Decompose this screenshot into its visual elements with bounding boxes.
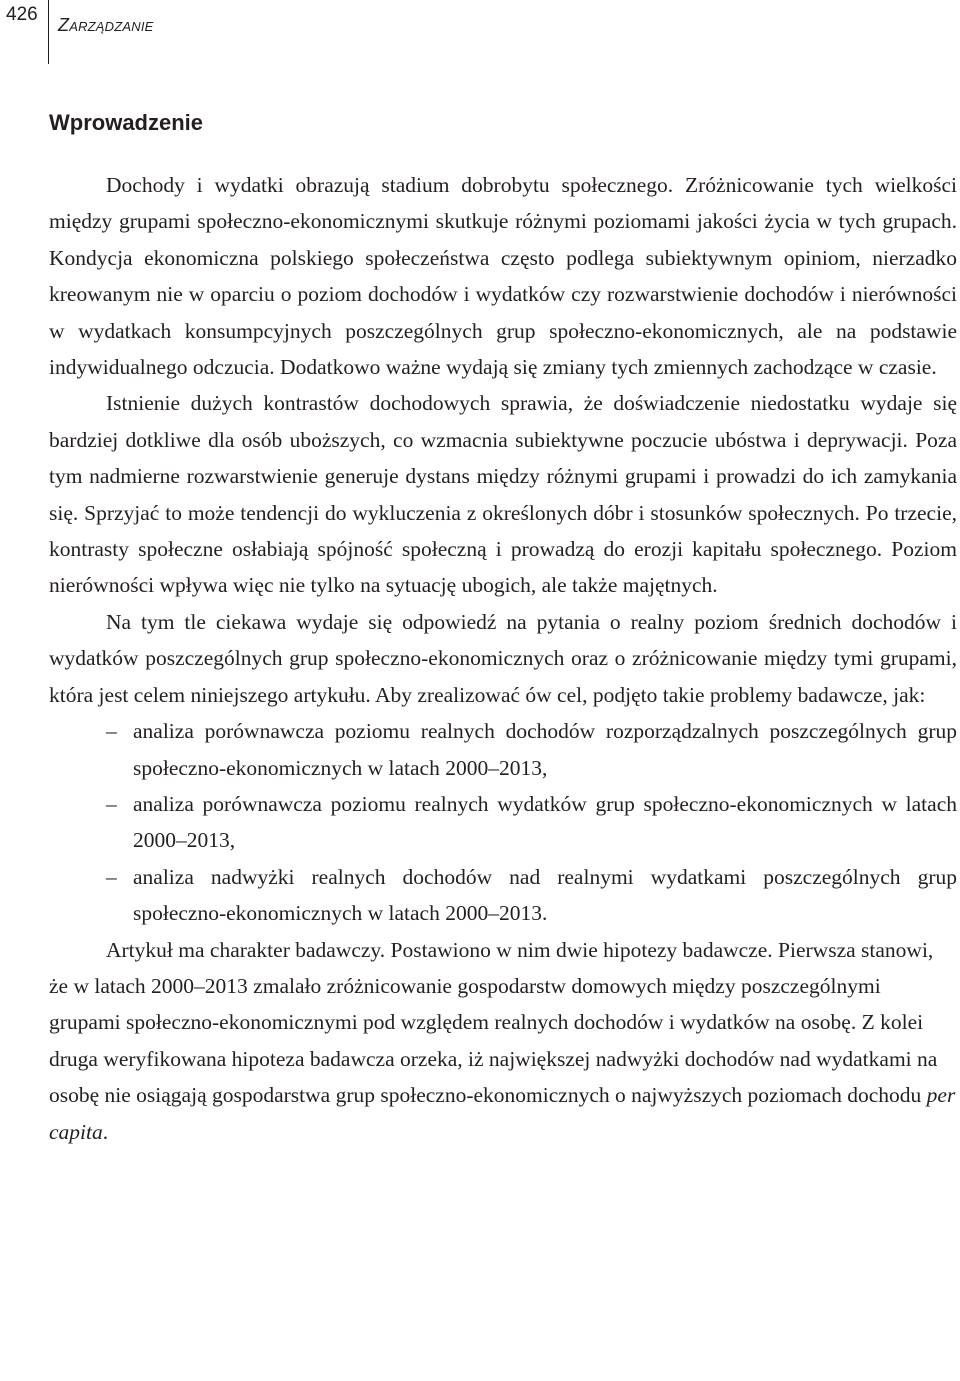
running-head-rest: ARZĄDZANIE [69,19,154,34]
list-item-text: analiza nadwyżki realnych dochodów nad realnymi wydatkami poszczególnych grup społeczno-ekonomicznych w latach 2000–2013. [133,864,957,926]
section-title: Wprowadzenie [49,110,204,135]
list-item [106,713,957,786]
header-divider [48,0,49,64]
list-dash: – [106,791,117,816]
paragraph-3: Na tym tle ciekawa wydaje się odpowiedź na pytania o realny poziom średnich dochodów i wydatków poszczególnych grup społeczno-ekonomicznych oraz o zróżnicowanie między tymi grupami, która jest celem niniejszego artykułu. Aby zrealizować ów cel, podjęto takie problemy badawcze, jak: [49,609,957,707]
paragraph-4-text: Artykuł ma charakter badawczy. Postawiono w nim dwie hipotezy badawcze. Pierwsza stanowi, że w latach 2000–2013 zmalało zróżnicowanie gospodarstw domowych między poszczególnymi grupami społeczno-ekonomicznymi pod względem realnych dochodów i wydatków na osobę. Z kolei druga weryfikowana hipoteza badawcza orzeka, iż największej nadwyżki dochodów nad wydatkami na osobę nie osiągają gospodarstwa grup społeczno-ekonomicznych o najwyższych poziomach dochodu [49,937,938,1108]
running-head-initial: Z [58,15,70,35]
paragraph-2: Istnienie dużych kontrastów dochodowych sprawia, że doświadczenie niedostatku wydaje się bardziej dotkliwe dla osób uboższych, co wzmacnia subiektywne poczucie ubóstwa i deprywacji. Poza tym nadmierne rozwarstwienie generuje dystans między różnymi grupami i prowadzi do ich zamykania się. Sprzyjać to może tendencji do wykluczenia z określonych dóbr i stosunków społecznych. Po trzecie, kontrasty społeczne osłabiają spójność społeczną i prowadzą do erozji kapitału społecznego. Poziom nierówności wpływa więc nie tylko na sytuację ubogich, ale także majętnych. [49,391,957,598]
research-problems-list [49,713,957,931]
list-item-text: analiza porównawcza poziomu realnych dochodów rozporządzalnych poszczególnych grup społeczno-ekonomicznych w latach 2000–2013, [133,719,957,780]
list-item [106,786,957,859]
per-capita-term: per capita [49,1083,956,1144]
paragraph-1: Dochody i wydatki obrazują stadium dobrobytu społecznego. Zróżnicowanie tych wielkości między grupami społeczno-ekonomicznymi skutkuje różnymi poziomami jakości życia w tych grupach. Kondycja ekonomiczna polskiego społeczeństwa często podlega subiektywnym opiniom, nierzadko kreowanym nie w oparciu o poziom dochodów i wydatków czy rozwarstwienie dochodów i nierówności w wydatkach konsumpcyjnych poszczególnych grup społeczno-ekonomicznych, ale na podstawie indywidualnego odczucia. Dodatkowo ważne wydają się zmiany tych zmiennych zachodzące w czasie. [49,173,957,380]
list-item-text: analiza porównawcza poziomu realnych wydatków grup społeczno-ekonomicznych w latach 2000–2013, [133,791,957,853]
list-dash: – [106,719,117,744]
body-text [49,167,957,1150]
list-dash: – [106,864,117,889]
page-number: 426 [6,4,38,25]
paragraph-4-end: . [102,1119,109,1144]
paragraph-4 [49,932,957,1150]
list-item [106,859,957,932]
running-head [58,15,154,36]
